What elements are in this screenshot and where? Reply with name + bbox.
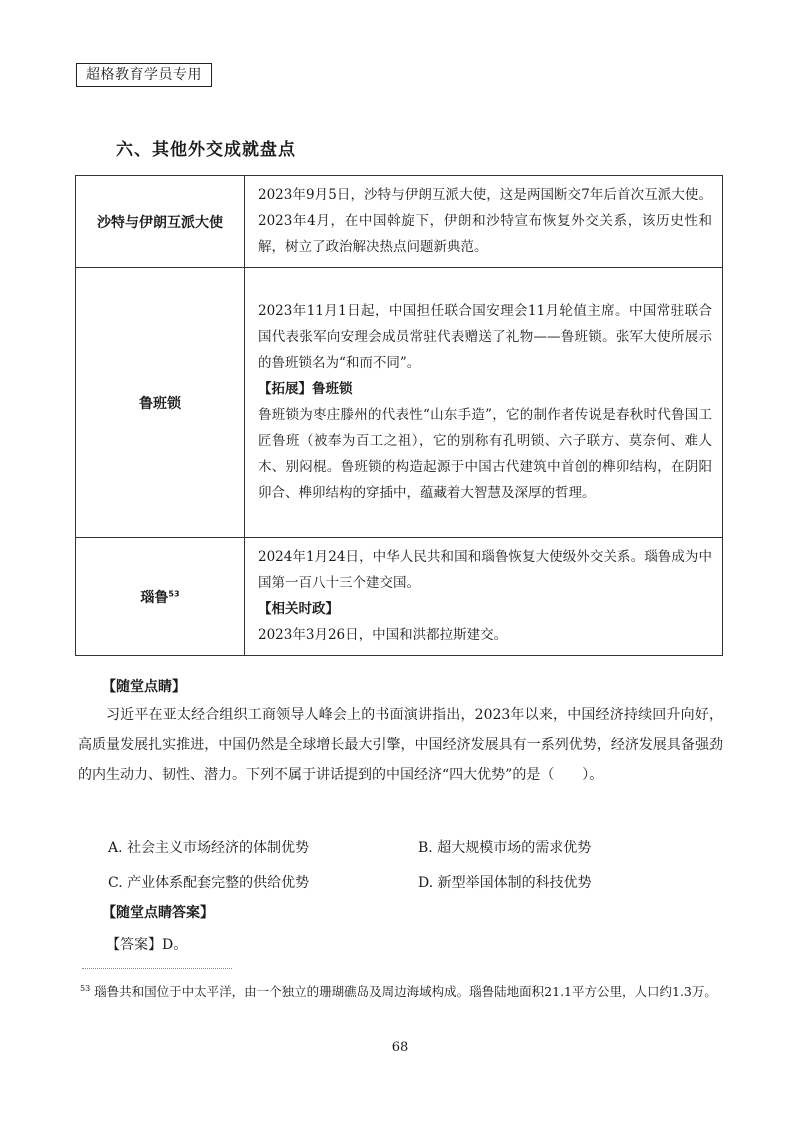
related-news-text: 2023年3月26日，中国和洪都拉斯建交。 (258, 626, 508, 643)
answer-text: 【答案】D。 (106, 937, 188, 953)
row-content-luban-lock (245, 268, 723, 538)
option-row (108, 829, 728, 864)
footnote-divider (82, 968, 232, 969)
table-row (76, 268, 723, 538)
section-title: 六、其他外交成就盘点 (116, 140, 296, 160)
saudi-iran-text: 2023年9月5日，沙特与伊朗互派大使，这是两国断交7年后首次互派大使。2023年4月，在中国斡旋下，伊朗和沙特宣布恢复外交关系，该历史性和解，树立了政治解决热点问题新典范。 (258, 186, 712, 255)
quiz-question: 习近平在亚太经合组织工商领导人峰会上的书面演讲指出，2023年以来，中国经济持续回升向好，高质量发展扎实推进，中国仍然是全球增长最大引擎，中国经济发展具有一系列优势，经济发展具备强劲的内生动力、韧性、潜力。下列不属于讲话提到的中国经济“四大优势”的是（ ）。 (78, 707, 723, 783)
option-d: D. 新型举国体制的科技优势 (418, 874, 592, 891)
member-only-label: 超格教育学员专用 (76, 63, 212, 87)
answer-block (78, 930, 723, 960)
answer-heading-block (78, 898, 723, 928)
page-number: 68 (391, 1040, 409, 1055)
option-b: B. 超大规模市场的需求优势 (418, 839, 592, 856)
quiz-heading: 【随堂点睛】 (102, 679, 186, 695)
row-label-luban-lock: 鲁班锁 (76, 268, 245, 538)
table-row (76, 538, 723, 656)
row-label-saudi-iran: 沙特与伊朗互派大使 (76, 176, 245, 268)
nauru-text: 2024年1月24日，中华人民共和国和瑙鲁恢复大使级外交关系。瑙鲁成为中国第一百八十三个建交国。 (258, 548, 712, 591)
luban-lock-text: 2023年11月1日起，中国担任联合国安理会11月轮值主席。中国常驻联合国代表张军向安理会成员常驻代表赠送了礼物——鲁班锁。张军大使所展示的鲁班锁名为“和而不同”。 (258, 302, 712, 371)
luban-lock-extension-text: 鲁班锁为枣庄滕州的代表性“山东手造”，它的制作者传说是春秋时代鲁国工匠鲁班（被奉为百工之祖），它的别称有孔明锁、六子联方、莫奈何、难人木、别闷棍。鲁班锁的构造起源于中国古代建筑中首创的榫卯结构，在阴阳卯合、榫卯结构的穿插中，蕴藏着大智慧及深厚的哲理。 (258, 406, 712, 501)
quiz-heading-block (78, 672, 723, 702)
row-content-nauru (245, 538, 723, 656)
nauru-label: 瑙鲁 (140, 589, 169, 606)
footnote-text: 瑙鲁共和国位于中太平洋，由一个独立的珊瑚礁岛及周边海域构成。瑙鲁陆地面积21.1平方公里，人口约1.3万。 (94, 984, 717, 999)
luban-lock-extension-heading: 【拓展】鲁班锁 (258, 380, 353, 397)
table-row (76, 176, 723, 268)
quiz-options (108, 829, 728, 899)
row-label-nauru (76, 538, 245, 656)
option-a: A. 社会主义市场经济的体制优势 (108, 839, 310, 856)
row-content-saudi-iran (245, 176, 723, 268)
footnote-ref: 53 (168, 588, 180, 598)
option-c: C. 产业体系配套完整的供给优势 (108, 874, 310, 891)
footnote-number: 53 (80, 983, 91, 993)
footnote (80, 980, 722, 1004)
achievements-table (75, 175, 723, 656)
related-news-heading: 【相关时政】 (258, 600, 339, 617)
answer-heading: 【随堂点睛答案】 (102, 905, 214, 921)
option-row (108, 864, 728, 899)
